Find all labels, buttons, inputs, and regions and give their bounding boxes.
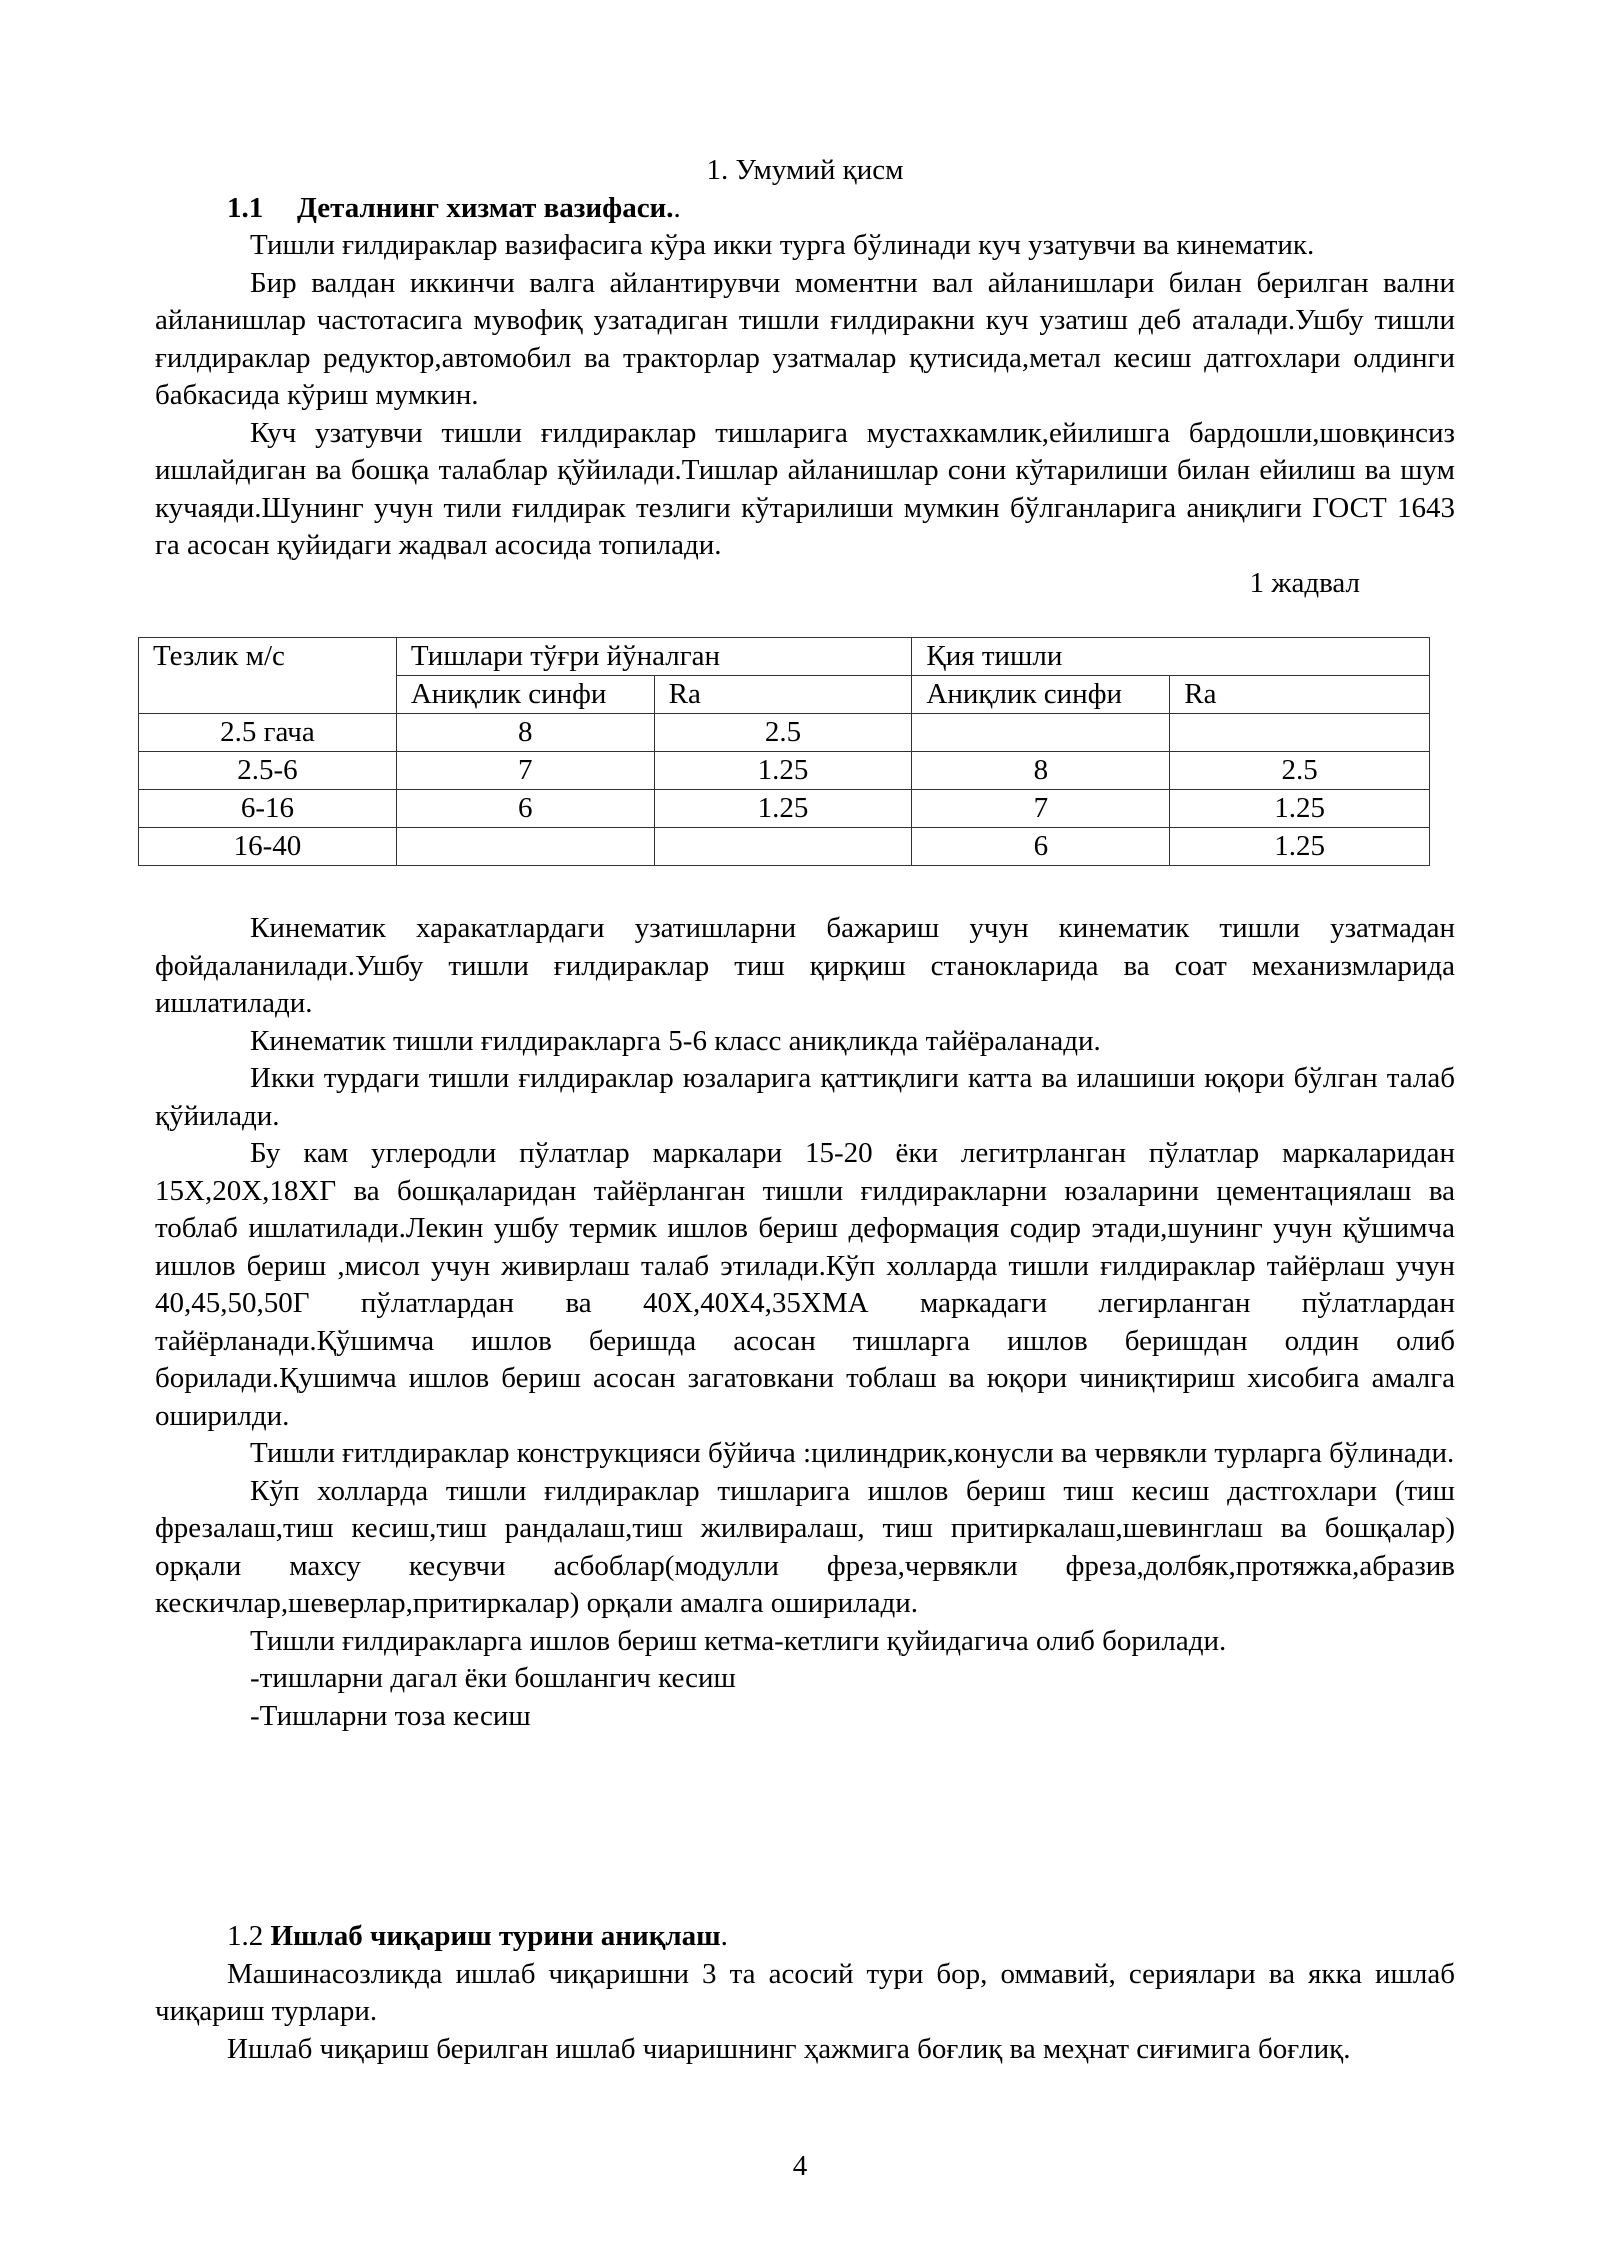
section-1-2 [155,1918,1455,2068]
subheader-ra: Ra [1170,676,1430,714]
paragraph: Машинасозликда ишлаб чиқаришни 3 та асосий тури бор, оммавий, сериялари ва якка ишлаб чиқариш турлари. [155,1957,1455,2027]
body-section [155,910,1455,1735]
table-caption: 1 жадвал [1249,566,1360,599]
table-cell: 2.5 [654,714,912,752]
table-cell: 16-40 [139,828,397,866]
top-section [155,152,1455,602]
section-1-1-title-tail: . [673,191,681,224]
table-cell: 2.5 [1170,752,1430,790]
list-item: -Тишларни тоза кесиш [250,1699,531,1732]
paragraph: Тишли ғилдираклар вазифасига кўра икки турга бўлинади куч узатувчи ва кинематик. [250,229,1315,261]
list-item: -тишларни дагал ёки бошлангич кесиш [250,1662,736,1694]
table-row [139,790,1430,828]
header-speed: Тезлик м/с [139,638,397,714]
section-1-2-title-tail: . [720,1920,728,1952]
table-cell [396,828,654,866]
table-cell: 6-16 [139,790,397,828]
paragraph: Кинематик харакатлардаги узатишларни бажариш учун кинематик тишли узатмадан фойдаланилади.Ушбу тишли ғилдираклар тиш қирқиш станокларида ва соат механизмларида ишлатилади. [155,912,1455,1019]
paragraph: Бу кам углеродли пўлатлар маркалари 15-20 ёки легитрланган пўлатлар маркаларидан 15Х,20Х,18ХГ ва бошқаларидан тайёрланган тишли ғилдиракларни юзаларини цементациялаш ва тоблаб ишлатилади.Лекин ушбу термик ишлов бериш деформация содир этади,шунинг учун қўшимча ишлов бериш ,мисол учун живирлаш талаб этилади.Кўп холларда тишли ғилдираклар тайёрлаш учун 40,45,50,50Г пўлатлардан ва 40Х,40Х4,35ХМА маркадаги легирланган пўлатлардан тайёрланади.Қўшимча ишлов беришда асосан тишларга ишлов беришдан олдин олиб борилади.Қушимча ишлов бериш асосан загатовкани тоблаш ва юқори чиниқтириш хисобига амалга оширилди. [155,1137,1455,1432]
paragraph: Икки турдаги тишли ғилдираклар юзаларига қаттиқлиги катта ва илашиши юқори бўлган талаб қўйилади. [155,1062,1455,1132]
table-header-row [139,638,1430,676]
table-cell [654,828,912,866]
table-cell: 1.25 [654,790,912,828]
table-cell [1170,714,1430,752]
section-1-2-number: 1.2 [227,1920,264,1952]
section-1-1-title: Деталнинг хизмат вазифаси. [297,191,674,224]
subheader-accuracy: Аниқлик синфи [912,676,1170,714]
section-1-1-number: 1.1 [227,191,264,224]
table-cell: 6 [396,790,654,828]
table-cell: 2.5-6 [139,752,397,790]
section-1-2-heading [155,1918,1455,1956]
table-cell: 6 [912,828,1170,866]
table-row [139,714,1430,752]
paragraph: Куч узатувчи тишли ғилдираклар тишларига мустахкамлик,ейилишга бардошли,шовқинсиз ишлайдиган ва бошқа талаблар қўйилади.Тишлар айланишлар сони кўтарилиши билан ейилиш ва шум кучаяди.Шунинг учун тили ғилдирак тезлиги кўтарилиши мумкин бўлганларига аниқлиги ГОСТ 1643 га асосан қуйидаги жадвал асосида топилади. [155,416,1455,561]
paragraph: Тишли ғилдиракларга ишлов бериш кетма-кетлиги қуйидагича олиб борилади. [250,1624,1227,1657]
paragraph: Ишлаб чиқариш берилган ишлаб чиаришнинг ҳажмига боғлиқ ва меҳнат сиғимига боғлиқ. [227,2032,1351,2065]
page-number: 4 [792,2150,808,2182]
header-straight-teeth: Тишлари тўғри йўналган [396,638,912,676]
table-cell: 2.5 гача [139,714,397,752]
table-cell: 1.25 [1170,790,1430,828]
table-cell [912,714,1170,752]
table-cell: 7 [912,790,1170,828]
table-cell: 8 [912,752,1170,790]
paragraph: Тишли ғитлдираклар конструкцияси бўйича :цилиндрик,конусли ва червякли турларга бўлинади. [250,1437,1455,1469]
paragraph: Бир валдан иккинчи валга айлантирувчи моментни вал айланишлари билан берилган вални айланишлар частотасига мувофиқ узатадиган тишли ғилдиракни куч узатиш деб аталади.Ушбу тишли ғилдираклар редуктор,автомобил ва тракторлар узатмалар қутисида,метал кесиш датгохлари олдинги бабкасида кўриш мумкин. [155,266,1455,411]
page-heading: 1. Умумий қисм [706,154,904,186]
section-1-2-title: Ишлаб чиқариш турини аниқлаш [270,1920,721,1952]
table-row [139,752,1430,790]
table-cell: 1.25 [654,752,912,790]
paragraph: Кўп холларда тишли ғилдираклар тишларига ишлов бериш тиш кесиш дастгохлари (тиш фрезалаш,тиш кесиш,тиш рандалаш,тиш жилвиралаш, тиш притиркалаш,шевинглаш ва бошқалар) орқали махсу кесувчи асбоблар(модулли фреза,червякли фреза,долбяк,протяжка,абразив кескичлар,шеверлар,притиркалар) орқали амалга оширилади. [155,1474,1455,1619]
paragraph: Кинематик тишли ғилдиракларга 5-6 класс аниқликда тайёраланади. [250,1024,1101,1057]
table-cell: 7 [396,752,654,790]
header-helical-teeth: Қия тишли [912,638,1430,676]
subheader-accuracy: Аниқлик синфи [396,676,654,714]
accuracy-table [138,637,1430,866]
subheader-ra: Ra [654,676,912,714]
table-cell: 1.25 [1170,828,1430,866]
table-cell: 8 [396,714,654,752]
section-1-1-heading [155,190,1455,228]
table-row [139,828,1430,866]
